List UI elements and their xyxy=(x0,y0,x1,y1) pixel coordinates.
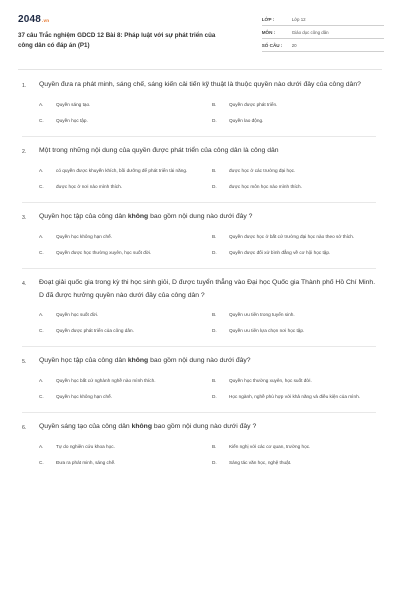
option-letter: A. xyxy=(39,311,44,317)
option-letter: B. xyxy=(212,167,217,173)
answer-option[interactable] xyxy=(212,306,385,322)
question-head xyxy=(22,277,376,302)
question-text-emphasis: không xyxy=(127,213,149,220)
option-letter: C. xyxy=(39,183,44,189)
answer-options xyxy=(39,162,376,194)
option-text: Tự do nghiên cứu khoa học. xyxy=(56,443,115,449)
option-text: Quyền được học ở bất cứ trường đại học nào theo sở thích. xyxy=(229,233,355,239)
question-number: 6. xyxy=(22,424,27,431)
question-text xyxy=(39,211,376,224)
answer-option[interactable] xyxy=(39,454,212,470)
option-text: Quyền học tập. xyxy=(56,117,88,123)
answer-option[interactable] xyxy=(39,96,212,112)
question-text xyxy=(39,421,376,434)
logo-sub: .vn xyxy=(42,18,50,23)
option-text: Quyền học thường xuyên, học suốt đời. xyxy=(229,377,312,383)
option-letter: D. xyxy=(212,393,217,399)
option-text: Quyền được phát triển của công dân. xyxy=(56,327,134,333)
header-left xyxy=(18,14,224,64)
question-text-part: Quyền sáng tạo của công dân xyxy=(39,423,132,430)
option-text: Quyền lao động. xyxy=(229,117,264,123)
answer-option[interactable] xyxy=(212,372,385,388)
option-text: Sáng tác văn học, nghệ thuật. xyxy=(229,459,292,465)
question-text-emphasis: không xyxy=(127,357,149,364)
answer-option[interactable] xyxy=(212,96,385,112)
answer-options xyxy=(39,228,376,260)
question-number: 1. xyxy=(22,82,27,89)
answer-options xyxy=(39,96,376,128)
option-text: Đưa ra phát minh, sáng chế. xyxy=(56,459,116,465)
option-text: Quyền học không hạn chế. xyxy=(56,393,113,399)
question-item xyxy=(0,421,400,470)
question-item xyxy=(0,79,400,137)
document-title: 37 câu Trắc nghiệm GDCD 12 Bài 8: Pháp luật với sự phát triển của công dân có đáp án (P1) xyxy=(18,32,216,49)
question-number: 4. xyxy=(22,280,27,287)
option-letter: A. xyxy=(39,101,44,107)
option-letter: A. xyxy=(39,233,44,239)
meta-table xyxy=(262,14,384,64)
option-text: Quyền ưu tiên lựa chọn nơi học tập. xyxy=(229,327,305,333)
question-text-part: Đoạt giải quốc gia trong kỳ thi học sinh giỏi, D được tuyển thẳng vào Đại học Quốc gia Thành phố Hồ Chí Minh. D đã được hưởng quyền nào dưới đây của công dân ? xyxy=(39,279,376,299)
option-text: Quyền học không hạn chế. xyxy=(56,233,113,239)
logo-main: 2048 xyxy=(18,14,42,25)
answer-option[interactable] xyxy=(39,178,212,194)
question-divider xyxy=(22,346,376,347)
meta-row-class xyxy=(262,14,384,26)
header-divider xyxy=(18,69,382,70)
answer-option[interactable] xyxy=(212,388,385,404)
question-text xyxy=(39,277,376,302)
answer-option[interactable] xyxy=(212,244,385,260)
answer-option[interactable] xyxy=(212,112,385,128)
question-list xyxy=(0,79,400,470)
answer-option[interactable] xyxy=(39,372,212,388)
option-letter: A. xyxy=(39,167,44,173)
question-text-part: bao gồm nội dung nào dưới đây ? xyxy=(151,423,257,430)
option-text: được học ở nơi nào mình thích. xyxy=(56,183,123,189)
option-text: Quyền được phát triển. xyxy=(229,101,278,107)
option-letter: C. xyxy=(39,459,44,465)
option-letter: C. xyxy=(39,249,44,255)
answer-option[interactable] xyxy=(212,322,385,338)
meta-row-subject xyxy=(262,27,384,39)
meta-label: SỐ CÂU : xyxy=(261,43,283,48)
option-letter: D. xyxy=(212,249,217,255)
answer-option[interactable] xyxy=(39,438,212,454)
meta-value: 20 xyxy=(291,43,297,48)
question-number: 5. xyxy=(22,358,27,365)
question-text-part: bao gồm nội dung nào dưới đây ? xyxy=(148,213,253,220)
option-letter: B. xyxy=(212,377,217,383)
option-letter: D. xyxy=(212,183,217,189)
answer-options xyxy=(39,372,376,404)
meta-label: LỚP : xyxy=(261,17,275,22)
answer-option[interactable] xyxy=(39,306,212,322)
answer-option[interactable] xyxy=(39,322,212,338)
option-letter: C. xyxy=(39,117,44,123)
answer-option[interactable] xyxy=(212,454,385,470)
answer-option[interactable] xyxy=(212,438,385,454)
option-text: Quyền ưu tiên trong tuyển sinh. xyxy=(229,311,295,317)
question-text xyxy=(39,79,376,92)
answer-option[interactable] xyxy=(39,388,212,404)
option-letter: B. xyxy=(212,443,217,449)
answer-option[interactable] xyxy=(39,112,212,128)
option-text: có quyền được khuyến khích, bồi dưỡng để phát triển tài năng. xyxy=(56,167,188,173)
answer-option[interactable] xyxy=(39,244,212,260)
option-letter: D. xyxy=(212,327,217,333)
question-head xyxy=(22,145,376,158)
question-item xyxy=(0,145,400,203)
meta-label: MÔN : xyxy=(261,30,276,35)
meta-row-count xyxy=(262,40,384,52)
answer-options xyxy=(39,438,376,470)
question-head xyxy=(22,421,376,434)
option-text: Quyền sáng tạo. xyxy=(56,101,91,107)
answer-option[interactable] xyxy=(212,162,385,178)
option-text: được học ở các trường đại học. xyxy=(229,167,296,173)
question-text xyxy=(39,145,376,158)
question-divider xyxy=(22,136,376,137)
answer-options xyxy=(39,306,376,338)
option-letter: D. xyxy=(212,459,217,465)
answer-option[interactable] xyxy=(212,178,385,194)
question-item xyxy=(0,355,400,413)
site-logo[interactable] xyxy=(18,14,224,25)
answer-option[interactable] xyxy=(212,228,385,244)
option-text: Quyền học suốt đời. xyxy=(56,311,99,317)
question-text-part: Một trong những nội dung của quyền được phát triển của công dân là công dân xyxy=(39,147,279,154)
option-letter: A. xyxy=(39,443,44,449)
option-text: Quyền học bất cứ nghành nghề nào mình thích. xyxy=(56,377,156,383)
question-item xyxy=(0,277,400,347)
meta-value: Lớp 12 xyxy=(291,17,306,22)
question-text-emphasis: không xyxy=(131,423,152,430)
option-text: Kiến nghị với các cơ quan, trường học. xyxy=(229,443,311,449)
option-letter: D. xyxy=(212,117,217,123)
option-letter: C. xyxy=(39,327,44,333)
question-head xyxy=(22,211,376,224)
option-text: Học ngành, nghề phù hợp với khả năng và điều kiện của mình. xyxy=(229,393,360,399)
question-number: 3. xyxy=(22,214,27,221)
document-header xyxy=(0,0,400,72)
question-text-part: Quyền học tập của công dân xyxy=(39,213,128,220)
question-text-part: Quyền đưa ra phát minh, sáng chế, sáng kiến cải tiến kỹ thuật là thuộc quyền nào dưới đây của công dân? xyxy=(39,81,361,88)
question-divider xyxy=(22,268,376,269)
question-divider xyxy=(22,412,376,413)
question-text xyxy=(39,355,376,368)
question-head xyxy=(22,355,376,368)
option-letter: B. xyxy=(212,311,217,317)
answer-option[interactable] xyxy=(39,162,212,178)
option-letter: A. xyxy=(39,377,44,383)
option-text: Quyền được học thường xuyên, học suốt đời. xyxy=(56,249,152,255)
question-text-part: bao gồm nội dung nào dưới đây? xyxy=(148,357,251,364)
answer-option[interactable] xyxy=(39,228,212,244)
option-text: được học môn học nào mình thích. xyxy=(229,183,302,189)
option-letter: C. xyxy=(39,393,44,399)
question-head xyxy=(22,79,376,92)
option-text: Quyền được đối xử bình đẳng về cơ hội học tập. xyxy=(229,249,331,255)
question-number: 2. xyxy=(22,148,27,155)
option-letter: B. xyxy=(212,233,217,239)
option-letter: B. xyxy=(212,101,217,107)
question-item xyxy=(0,211,400,269)
meta-value: Giáo dục công dân xyxy=(291,30,329,35)
question-text-part: Quyền học tập của công dân xyxy=(39,357,128,364)
question-divider xyxy=(22,202,376,203)
